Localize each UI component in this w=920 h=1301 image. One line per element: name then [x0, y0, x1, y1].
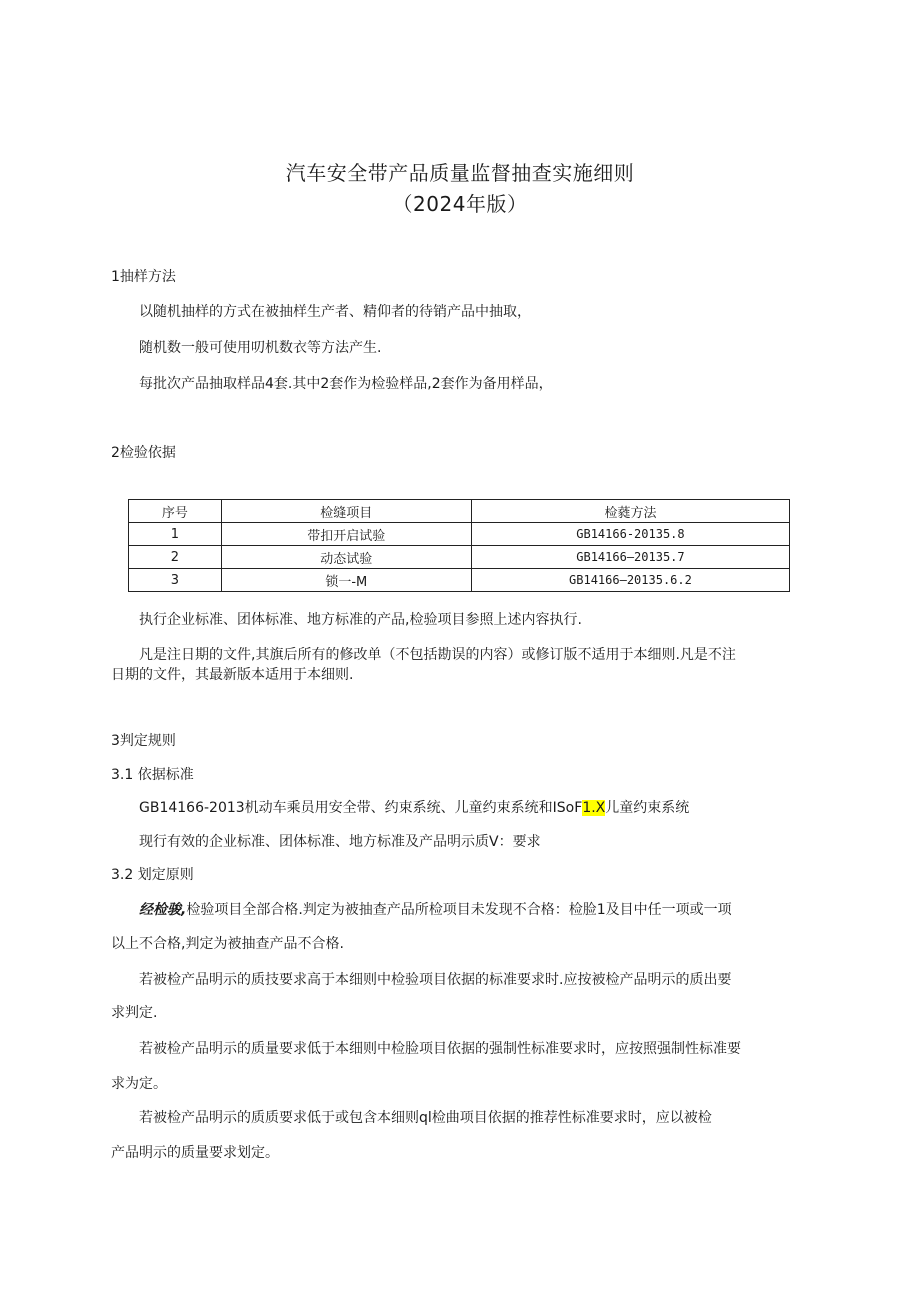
table-cell-method: GB14166—20135.6.2	[471, 569, 789, 592]
table-cell-item: 动态试验	[221, 546, 471, 569]
section1-line-3: 每批次产品抽取样品4套.其中2套作为检验样品,2套作为备用样品，	[139, 376, 553, 392]
table-cell-item: 锁一-M	[221, 569, 471, 592]
section3-2-para-3-line-1: 若被检产品明示的质量要求低于本细则中检脸项目依据的强制性标准要求时，应按照强制性标准要	[139, 1041, 741, 1057]
section3-1-standard-line	[139, 798, 689, 818]
para-1-rest: 检验项目全部合格.判定为被抽查产品所检项目未发现不合格：检脸1及目中任一项或一项	[186, 902, 732, 918]
table-cell-index: 3	[129, 569, 222, 592]
table-row	[129, 523, 790, 546]
standard-suffix: 儿童约束系统	[605, 800, 690, 816]
section3-2-heading: 3.2 划定原则	[111, 867, 194, 883]
section1-heading: 1抽样方法	[111, 269, 176, 285]
section3-2-para-1-line-1	[139, 900, 732, 920]
table-row	[129, 546, 790, 569]
section2-note-2-line-2: 日期的文件，其最新版本适用于本细则.	[111, 667, 354, 683]
table-header-index: 序号	[129, 500, 222, 523]
section2-note-2-line-1: 凡是注日期的文件,其旗后所有的修改单（不包括勘误的内容）或修订版不适用于本细则.凡是不注	[139, 647, 736, 663]
section3-1-heading: 3.1 依据标准	[111, 767, 194, 783]
emphasis-text: 经检骏,	[139, 902, 187, 918]
section3-2-para-4-line-1: 若被检产品明示的质质要求低于或包含本细则ql检曲项目依据的推荐性标准要求时，应以被检	[139, 1110, 712, 1126]
table-cell-index: 2	[129, 546, 222, 569]
section3-heading: 3判定规则	[111, 733, 176, 749]
table-row	[129, 569, 790, 592]
section3-2-para-4-line-2: 产品明示的质量要求划定。	[111, 1145, 279, 1161]
section2-heading: 2检验依据	[111, 445, 176, 461]
document-subtitle: （2024年版）	[392, 192, 528, 216]
table-header-row	[129, 500, 790, 523]
table-cell-method: GB14166-20135.8	[471, 523, 789, 546]
table-cell-method: GB14166—20135.7	[471, 546, 789, 569]
table-header-method: 检蕤方法	[471, 500, 789, 523]
section1-line-2: 随机数一般可使用叨机数衣等方法产生.	[139, 340, 382, 356]
section1-line-1: 以随机抽样的方式在被抽样生产者、精仰者的待销产品中抽取，	[139, 304, 531, 320]
standard-prefix: GB14166-2013机动车乘员用安全带、约束系统、儿童约束系统和ISoF	[139, 800, 583, 816]
table-cell-index: 1	[129, 523, 222, 546]
section3-2-para-3-line-2: 求为定。	[111, 1076, 167, 1092]
section3-1-line-2: 现行有效的企业标准、团体标准、地方标准及产品明示质V：要求	[139, 834, 541, 850]
highlighted-text: 1.X	[582, 800, 606, 816]
section2-note-1: 执行企业标准、团体标准、地方标准的产品,检验项目参照上述内容执行.	[139, 612, 582, 628]
section3-2-para-1-line-2: 以上不合格,判定为被抽查产品不合格.	[111, 936, 344, 952]
table-header-item: 检缝项目	[221, 500, 471, 523]
section3-2-para-2-line-2: 求判定.	[111, 1005, 158, 1021]
table-cell-item: 带扣开启试验	[221, 523, 471, 546]
document-title: 汽车安全带产品质量监督抽查实施细则	[285, 161, 635, 185]
section3-2-para-2-line-1: 若被检产品明示的质技要求高于本细则中检验项目依据的标准要求时.应按被检产品明示的质出要	[139, 972, 732, 988]
inspection-table	[128, 499, 790, 592]
